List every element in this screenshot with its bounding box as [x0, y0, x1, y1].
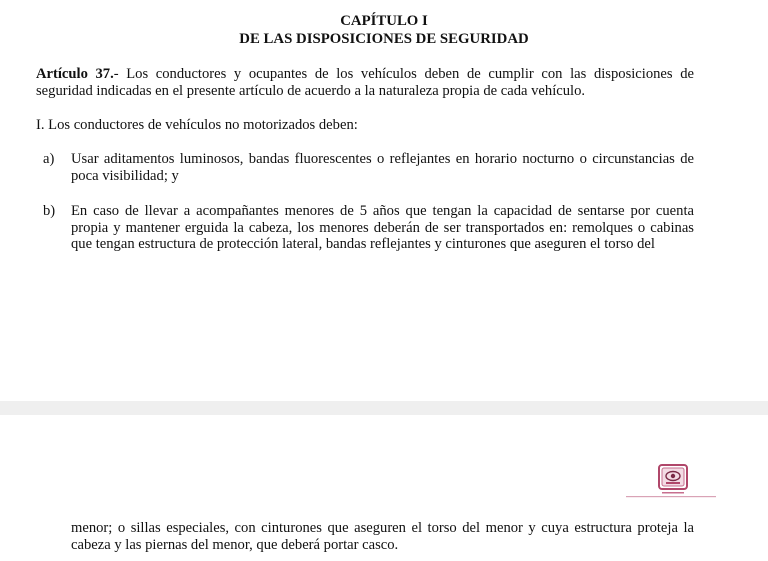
chapter-title: CAPÍTULO I: [340, 13, 428, 29]
list-item-marker: a): [43, 151, 55, 167]
article-text: - Los conductores y ocupantes de los vehículos deben de cumplir con las disposiciones de seguridad indicadas en el presente artículo de acuerdo a la naturaleza propia de cada vehículo.: [36, 66, 694, 99]
continuation-paragraph: menor; o sillas especiales, con cinturones que aseguren el torso del menor y cuya estructura proteja la cabeza y las piernas del menor, que deberá portar casco.: [71, 520, 694, 553]
article-37-paragraph: [36, 66, 694, 99]
list-item-text: En caso de llevar a acompañantes menores de 5 años que tengan la capacidad de sentarse por cuenta propia y mantener erguida la cabeza, los menores deberán de ser transportados en: remolques o cabinas que tengan estructura de protección lateral, bandas reflejantes y cinturones que aseguren el torso del: [71, 203, 694, 252]
chapter-subtitle: DE LAS DISPOSICIONES DE SEGURIDAD: [239, 31, 529, 47]
list-item: [36, 203, 694, 253]
list-item-text: Usar aditamentos luminosos, bandas fluorescentes o reflejantes en horario nocturno o circunstancias de poca visibilidad; y: [71, 151, 694, 184]
official-seal-icon: [622, 463, 718, 501]
section-i-heading: I. Los conductores de vehículos no motorizados deben:: [36, 117, 358, 133]
list-item: [36, 151, 694, 184]
chapter-heading: [0, 12, 768, 48]
page-break: [0, 401, 768, 415]
article-label: Artículo 37.: [36, 66, 114, 82]
list-item-marker: b): [43, 203, 56, 219]
